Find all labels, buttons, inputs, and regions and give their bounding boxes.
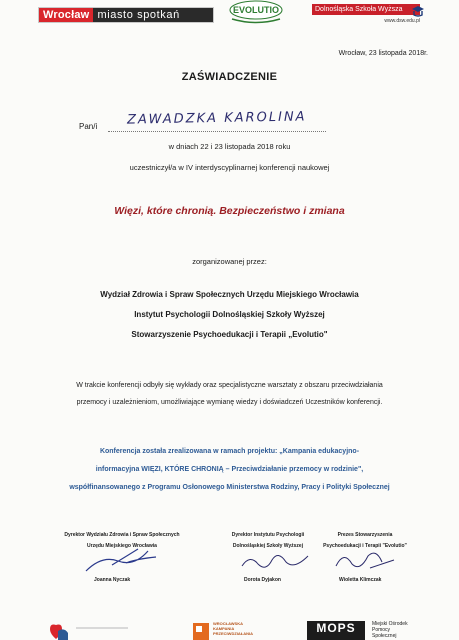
description-line-2: przemocy i uzależnieniom, umożliwiające wymianę wiedzy i doświadczeń Uczestników konferencji.: [76, 399, 383, 406]
conference-title: Więzi, które chronią. Bezpieczeństwo i zmiana: [114, 205, 345, 217]
organizer-3: Stowarzyszenie Psychoedukacji i Terapii „Evolutio": [131, 330, 328, 339]
organizer-1: Wydział Zdrowia i Spraw Społecznych Urzędu Miejskiego Wrocławia: [100, 290, 359, 299]
participation-statement: uczestniczył/a w IV interdyscyplinarnej konferencji naukowej: [129, 163, 330, 172]
signature-2-name: Dorota Dyjakon: [244, 577, 281, 583]
dsw-logo: [312, 4, 420, 30]
campaign-logo-icon: [193, 621, 213, 640]
signature-2-org: Dolnośląskiej Szkoły Wyższej: [232, 543, 304, 549]
signature-scribble-2: [238, 548, 312, 574]
signature-1-org: Urzędu Miejskiego Wrocławia: [87, 543, 157, 549]
signature-3-name: Wioletta Klimczak: [339, 577, 382, 583]
footer-logo-heart: [42, 621, 138, 640]
issue-date: Wrocław, 23 listopada 2018r.: [338, 50, 428, 57]
organized-by-label: zorganizowanej przez:: [192, 257, 267, 266]
description-line-1: W trakcie konferencji odbyły się wykłady oraz specjalistyczne warsztaty z obszaru przeciwdziałania: [76, 382, 383, 389]
organizer-2: Instytut Psychologii Dolnośląskiej Szkoły Wyższej: [134, 310, 325, 319]
wroclaw-logo-name: Wrocław: [39, 8, 93, 22]
recipient-dotted-line: [108, 131, 326, 132]
signature-scribble-3: [330, 546, 400, 574]
campaign-logo-line-2: KAMPANIA: [213, 626, 235, 631]
project-paragraph: [0, 443, 459, 497]
mops-text-line-2: Pomocy: [372, 627, 391, 633]
signature-3-role: Prezes Stowarzyszenia: [337, 532, 393, 538]
recipient-label: Pan/i: [79, 122, 98, 131]
campaign-logo-line-1: WROCŁAWSKA: [213, 621, 243, 626]
conference-dates: w dniach 22 i 23 listopada 2018 roku: [168, 142, 291, 151]
signature-1-role: Dyrektor Wydziału Zdrowia i Spraw Społecznych: [64, 532, 180, 538]
footer-logo-mops: [307, 621, 365, 640]
footer-logo-campaign: [193, 621, 281, 640]
heart-icon: [42, 621, 138, 640]
certificate-title: ZAŚWIADCZENIE: [181, 71, 278, 83]
campaign-logo-line-3: PRZECIWDZIAŁANIA: [213, 631, 253, 636]
description-paragraph: [0, 377, 459, 411]
signature-1-name: Joanna Nyczak: [94, 577, 131, 583]
project-line-3: współfinansowanego z Programu Osłonowego Ministerstwa Rodziny, Pracy i Polityki Społecznej: [69, 484, 390, 491]
evolutio-logo: [226, 0, 286, 24]
wroclaw-logo-tagline: miasto spotkań: [93, 8, 213, 22]
project-line-2: informacyjna WIĘZI, KTÓRE CHRONIĄ – Przeciwdziałanie przemocy w rodzinie",: [95, 466, 364, 473]
project-line-1: Konferencja została zrealizowana w ramach projektu: „Kampania edukacyjno-: [99, 448, 360, 455]
signature-2-role: Dyrektor Instytutu Psychologii: [231, 532, 305, 538]
signature-3-org: Psychoedukacji i Terapii "Evolutio": [323, 543, 407, 549]
book-icon: [410, 4, 426, 20]
signature-scribble-1: [82, 545, 162, 575]
dsw-logo-url: www.dsw.edu.pl: [384, 18, 420, 24]
mops-text-line-1: Miejski Ośrodek: [372, 621, 408, 627]
mops-text-line-3: Społecznej: [372, 633, 397, 639]
wroclaw-logo: [38, 7, 214, 23]
mops-logo-text: MOPS: [316, 621, 356, 635]
recipient-name-handwritten: ZAWADZKA KAROLINA: [126, 109, 307, 128]
evolutio-logo-text: EVOLUTIO: [232, 5, 280, 15]
evolutio-logo-mark: [226, 0, 286, 24]
dsw-logo-name: Dolnośląska Szkoła Wyższa: [312, 4, 420, 15]
footer-logo-mops-text: [372, 621, 428, 640]
